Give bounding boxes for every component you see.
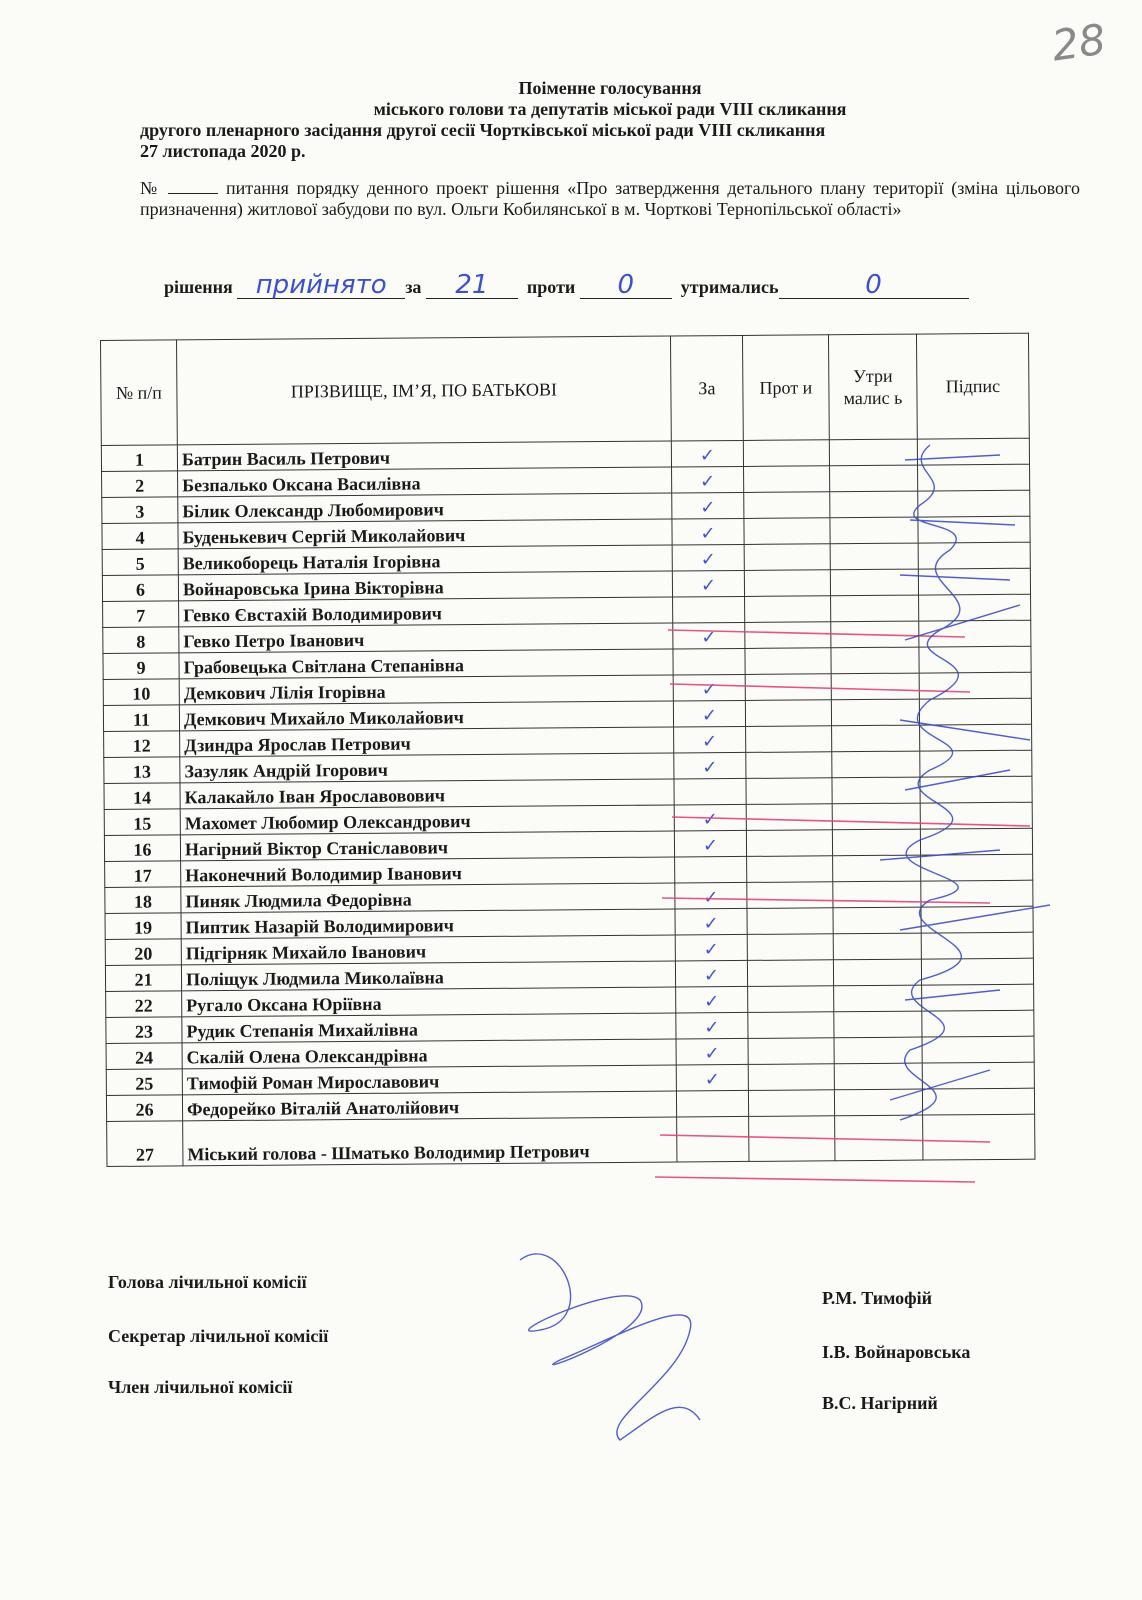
- page-number: 28: [1048, 14, 1109, 71]
- row-vote-for: ✓: [672, 544, 744, 571]
- row-full-name: Зазуляк Андрій Ігорович: [180, 753, 674, 783]
- row-full-name: Міський голова - Шматько Володимир Петрович: [183, 1117, 677, 1166]
- agenda-number-prefix: №: [140, 178, 161, 198]
- row-vote-for: ✓: [673, 674, 745, 701]
- row-number: 10: [103, 679, 179, 706]
- row-vote-against: [744, 570, 830, 597]
- row-number: 4: [102, 523, 178, 550]
- row-vote-abstained: [831, 621, 919, 648]
- row-vote-abstained: [830, 491, 918, 518]
- row-vote-for: ✓: [676, 1012, 748, 1039]
- row-signature: [920, 776, 1032, 803]
- row-vote-for: [675, 856, 747, 883]
- chair-label: Голова лічильної комісії: [108, 1272, 307, 1292]
- row-vote-for: ✓: [672, 570, 744, 597]
- row-full-name: Федорейко Віталій Анатолійович: [182, 1091, 676, 1121]
- row-vote-abstained: [834, 985, 922, 1012]
- header-against: Прот и: [742, 335, 829, 441]
- row-vote-abstained: [830, 543, 918, 570]
- row-vote-against: [745, 596, 831, 623]
- for-label: за: [405, 277, 422, 297]
- row-signature: [922, 984, 1034, 1011]
- row-number: 15: [104, 809, 180, 836]
- row-vote-abstained: [834, 1089, 922, 1116]
- row-vote-for: [673, 648, 745, 675]
- row-full-name: Буденькевич Сергій Миколайович: [178, 519, 672, 549]
- row-vote-for: ✓: [672, 492, 744, 519]
- header-number: № п/п: [101, 340, 178, 446]
- header-for: За: [670, 335, 743, 441]
- row-vote-against: [745, 700, 831, 727]
- row-signature: [918, 490, 1030, 517]
- row-vote-against: [748, 986, 834, 1013]
- agenda-number-blank: [168, 179, 218, 194]
- member-name: В.С. Нагірний: [822, 1393, 938, 1413]
- row-signature: [917, 438, 1029, 465]
- row-signature: [918, 568, 1030, 595]
- row-number: 5: [102, 549, 178, 576]
- document-header: [140, 78, 1080, 162]
- row-full-name: Дзиндра Ярослав Петрович: [180, 727, 674, 757]
- row-full-name: Батрин Василь Петрович: [177, 441, 671, 471]
- row-number: 20: [105, 939, 181, 966]
- row-signature: [922, 1036, 1034, 1063]
- row-vote-for: ✓: [675, 934, 747, 961]
- row-number: 17: [105, 861, 181, 888]
- row-vote-abstained: [834, 1063, 922, 1090]
- row-full-name: Грабовецька Світлана Степанівна: [179, 649, 673, 679]
- secretary-label: Секретар лічильної комісії: [108, 1326, 329, 1346]
- header-abstained: Утри малис ь: [828, 334, 917, 440]
- row-vote-abstained: [833, 959, 921, 986]
- row-vote-abstained: [835, 1115, 923, 1161]
- header-title: Поіменне голосування: [518, 78, 702, 98]
- secretary-name: І.В. Войнаровська: [822, 1342, 971, 1362]
- row-vote-abstained: [832, 777, 920, 804]
- row-number: 7: [103, 601, 179, 628]
- row-number: 21: [105, 965, 181, 992]
- row-vote-for: ✓: [671, 440, 743, 467]
- row-vote-for: ✓: [676, 1038, 748, 1065]
- row-vote-for: ✓: [672, 518, 744, 545]
- decision-summary: [164, 272, 1064, 299]
- row-signature: [919, 646, 1031, 673]
- row-vote-for: ✓: [675, 882, 747, 909]
- row-vote-against: [746, 778, 832, 805]
- row-vote-abstained: [830, 465, 918, 492]
- against-count: 0: [580, 272, 672, 299]
- row-number: 6: [102, 575, 178, 602]
- row-vote-for: ✓: [675, 908, 747, 935]
- row-vote-abstained: [833, 855, 921, 882]
- row-vote-for: ✓: [675, 960, 747, 987]
- row-vote-for: ✓: [674, 726, 746, 753]
- row-full-name: Рудик Степанія Михайлівна: [182, 1013, 676, 1043]
- row-vote-for: ✓: [673, 622, 745, 649]
- row-number: 26: [106, 1095, 182, 1122]
- row-number: 22: [106, 991, 182, 1018]
- row-full-name: Гевко Петро Іванович: [179, 623, 673, 653]
- row-signature: [922, 1010, 1034, 1037]
- row-number: 19: [105, 913, 181, 940]
- row-vote-for: ✓: [672, 466, 744, 493]
- row-signature: [921, 880, 1033, 907]
- row-number: 25: [106, 1069, 182, 1096]
- row-vote-against: [748, 1038, 834, 1065]
- row-vote-against: [746, 804, 832, 831]
- row-signature: [919, 698, 1031, 725]
- row-signature: [919, 620, 1031, 647]
- row-vote-for: [676, 1090, 748, 1117]
- row-vote-against: [746, 752, 832, 779]
- row-vote-abstained: [831, 673, 919, 700]
- row-vote-abstained: [831, 699, 919, 726]
- row-number: 11: [103, 705, 179, 732]
- header-subtitle: міського голови та депутатів міської ради VIII скликання: [373, 99, 847, 119]
- row-vote-abstained: [831, 647, 919, 674]
- row-number: 8: [103, 627, 179, 654]
- row-full-name: Войнаровська Ірина Вікторівна: [178, 571, 672, 601]
- row-full-name: Пиняк Людмила Федорівна: [181, 883, 675, 913]
- row-number: 2: [102, 471, 178, 498]
- row-vote-against: [743, 440, 829, 467]
- vote-table: [100, 333, 1035, 1167]
- row-full-name: Ругало Оксана Юріївна: [182, 987, 676, 1017]
- header-full-name: ПРІЗВИЩЕ, ІМ’Я, ПО БАТЬКОВІ: [177, 336, 672, 445]
- row-signature: [919, 672, 1031, 699]
- row-signature: [920, 828, 1032, 855]
- row-vote-against: [744, 466, 830, 493]
- row-full-name: Підгірняк Михайло Іванович: [181, 935, 675, 965]
- row-vote-against: [749, 1116, 835, 1162]
- agenda-text: питання порядку денного проект рішення «Про затвердження детального плану території (зміна цільового призначення) житлової забудови по вул. Ольги Кобилянської в м. Чорткові Тернопільської області»: [140, 178, 1080, 219]
- header-session: другого пленарного засідання другої сесії Чортківської міської ради VIII скликання: [140, 120, 826, 140]
- row-full-name: Калакайло Іван Ярославовович: [180, 779, 674, 809]
- row-signature: [923, 1114, 1035, 1160]
- row-vote-against: [746, 726, 832, 753]
- row-vote-against: [745, 622, 831, 649]
- abstained-count: 0: [779, 272, 969, 299]
- row-vote-abstained: [832, 803, 920, 830]
- row-vote-for: [673, 596, 745, 623]
- chair-name: Р.М. Тимофій: [822, 1288, 933, 1308]
- row-full-name: Гевко Євстахій Володимирович: [179, 597, 673, 627]
- row-full-name: Демкович Лілія Ігорівна: [179, 675, 673, 705]
- row-number: 3: [102, 497, 178, 524]
- row-vote-for: ✓: [674, 804, 746, 831]
- row-signature: [919, 594, 1031, 621]
- row-vote-against: [745, 674, 831, 701]
- row-full-name: Тимофій Роман Мирославович: [182, 1065, 676, 1095]
- row-vote-for: ✓: [674, 752, 746, 779]
- row-vote-against: [748, 1090, 834, 1117]
- strike-line-row-27: [655, 1177, 975, 1182]
- decision-label: рішення: [164, 277, 233, 297]
- row-full-name: Скалій Олена Олександрівна: [182, 1039, 676, 1069]
- row-vote-against: [747, 960, 833, 987]
- row-vote-against: [744, 492, 830, 519]
- row-vote-abstained: [831, 595, 919, 622]
- row-vote-against: [747, 856, 833, 883]
- row-vote-abstained: [833, 933, 921, 960]
- member-label: Член лічильної комісії: [108, 1377, 293, 1397]
- row-signature: [920, 724, 1032, 751]
- row-signature: [921, 906, 1033, 933]
- commission-signature-scribble: [520, 1254, 700, 1440]
- row-signature: [918, 464, 1030, 491]
- row-full-name: Білик Олександр Любомирович: [178, 493, 672, 523]
- row-number: 13: [104, 757, 180, 784]
- row-full-name: Великоборець Наталія Ігорівна: [178, 545, 672, 575]
- row-vote-abstained: [832, 725, 920, 752]
- row-vote-abstained: [830, 517, 918, 544]
- against-label: проти: [526, 277, 576, 297]
- row-full-name: Поліщук Людмила Миколаївна: [181, 961, 675, 991]
- for-count: 21: [426, 272, 518, 299]
- row-vote-for: ✓: [673, 700, 745, 727]
- row-signature: [918, 542, 1030, 569]
- row-number: 14: [104, 783, 180, 810]
- decision-result: прийнято: [237, 272, 405, 299]
- row-signature: [921, 932, 1033, 959]
- row-vote-against: [748, 1064, 834, 1091]
- row-vote-against: [747, 882, 833, 909]
- row-vote-against: [747, 908, 833, 935]
- row-signature: [920, 802, 1032, 829]
- row-vote-abstained: [832, 829, 920, 856]
- row-vote-against: [745, 648, 831, 675]
- row-vote-against: [748, 1012, 834, 1039]
- row-number: 23: [106, 1017, 182, 1044]
- row-number: 9: [103, 653, 179, 680]
- row-number: 1: [101, 445, 177, 472]
- row-number: 18: [105, 887, 181, 914]
- row-vote-for: [674, 778, 746, 805]
- row-signature: [920, 750, 1032, 777]
- row-vote-abstained: [834, 1037, 922, 1064]
- row-number: 24: [106, 1043, 182, 1070]
- header-date: 27 листопада 2020 р.: [140, 141, 306, 161]
- row-number: 16: [104, 835, 180, 862]
- row-full-name: Махомет Любомир Олександрович: [180, 805, 674, 835]
- table-row: [107, 1114, 1035, 1166]
- abstained-label: утримались: [680, 277, 779, 297]
- row-full-name: Наконечний Володимир Іванович: [181, 857, 675, 887]
- row-vote-against: [744, 544, 830, 571]
- row-full-name: Безпалько Оксана Василівна: [178, 467, 672, 497]
- row-vote-abstained: [834, 1011, 922, 1038]
- row-vote-abstained: [833, 881, 921, 908]
- row-number: 27: [107, 1121, 183, 1167]
- row-signature: [921, 958, 1033, 985]
- row-vote-against: [744, 518, 830, 545]
- row-full-name: Пиптик Назарій Володимирович: [181, 909, 675, 939]
- row-vote-against: [746, 830, 832, 857]
- row-full-name: Демкович Михайло Миколайович: [179, 701, 673, 731]
- row-vote-for: ✓: [674, 830, 746, 857]
- agenda-item: [140, 178, 1080, 220]
- row-vote-for: ✓: [676, 1064, 748, 1091]
- row-vote-against: [747, 934, 833, 961]
- header-signature: Підпис: [916, 333, 1029, 439]
- row-vote-abstained: [830, 569, 918, 596]
- row-full-name: Нагірний Віктор Станіславович: [180, 831, 674, 861]
- row-signature: [922, 1062, 1034, 1089]
- row-signature: [921, 854, 1033, 881]
- row-vote-abstained: [829, 439, 917, 466]
- row-vote-for: ✓: [676, 986, 748, 1013]
- row-signature: [922, 1088, 1034, 1115]
- row-signature: [918, 516, 1030, 543]
- row-vote-abstained: [832, 751, 920, 778]
- vote-table-header: [101, 333, 1030, 445]
- row-vote-abstained: [833, 907, 921, 934]
- row-vote-for: [677, 1116, 749, 1162]
- row-number: 12: [104, 731, 180, 758]
